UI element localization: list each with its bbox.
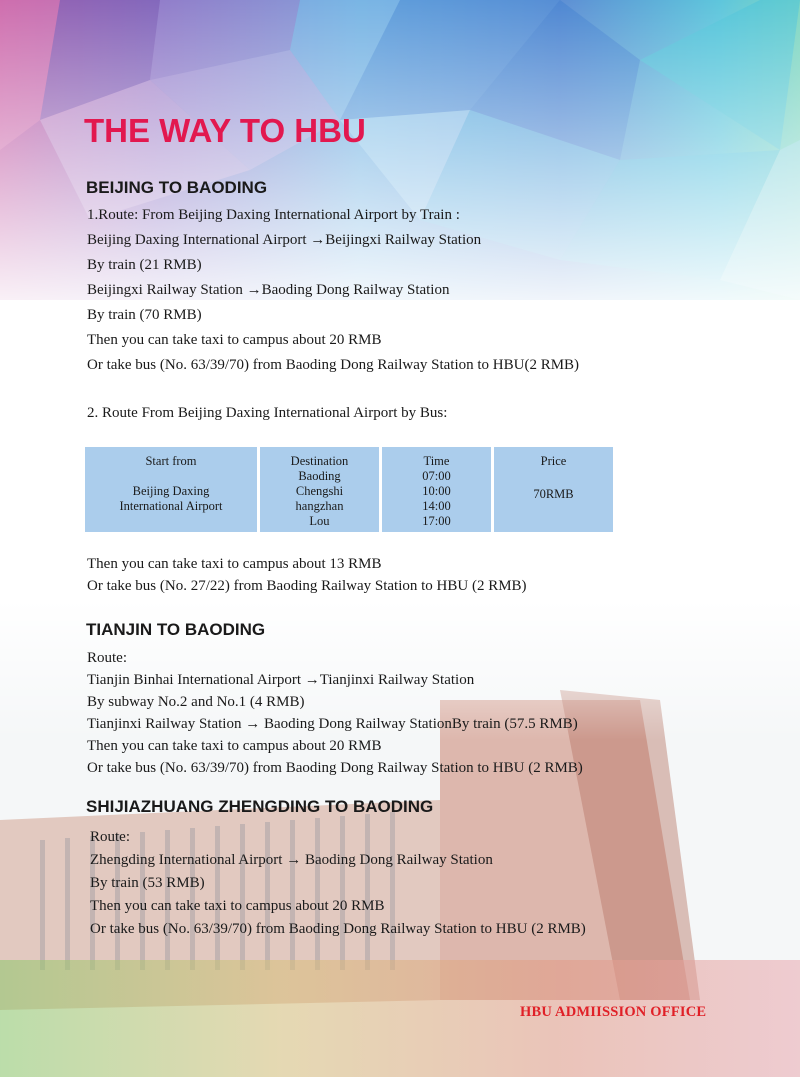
text-line: By train (53 RMB): [90, 875, 205, 891]
table-header-time: Time: [423, 454, 450, 468]
section-heading-shijiazhuang: SHIJIAZHUANG ZHENGDING TO BAODING: [86, 797, 434, 816]
table-cell-price: 70RMB: [533, 487, 574, 501]
text-line: Tianjinxi Railway Station → Baoding Dong Railway StationBy train (57.5 RMB): [87, 716, 578, 732]
text-line: Or take bus (No. 27/22) from Baoding Railway Station to HBU (2 RMB): [87, 578, 527, 594]
text-line: Zhengding International Airport → Baoding Dong Railway Station: [90, 852, 493, 868]
bus-route-label: 2. Route From Beijing Daxing International Airport by Bus:: [87, 405, 448, 421]
table-column-price: [494, 447, 613, 532]
table-cell-time: 10:00: [422, 484, 451, 498]
table-header-price: Price: [540, 454, 567, 468]
table-cell-start-from: Beijing Daxing: [132, 484, 210, 498]
table-cell-destination: Baoding: [298, 469, 341, 483]
table-header-destination: Destination: [290, 454, 349, 468]
text-line: Beijing Daxing International Airport →Beijingxi Railway Station: [87, 232, 482, 248]
text-line: Then you can take taxi to campus about 20 RMB: [87, 738, 382, 754]
text-line: Or take bus (No. 63/39/70) from Baoding Dong Railway Station to HBU (2 RMB): [90, 921, 586, 937]
page-title: THE WAY TO HBU: [84, 112, 366, 149]
section-heading-beijing: BEIJING TO BAODING: [86, 178, 268, 197]
text-line: Then you can take taxi to campus about 13 RMB: [87, 556, 382, 572]
text-line: Or take bus (No. 63/39/70) from Baoding Dong Railway Station to HBU (2 RMB): [87, 760, 583, 776]
text-line: Route:: [90, 829, 130, 845]
table-cell-destination: hangzhan: [295, 499, 344, 513]
text-line: By subway No.2 and No.1 (4 RMB): [87, 694, 305, 710]
text-line: 1.Route: From Beijing Daxing International Airport by Train :: [87, 207, 460, 223]
table-cell-start-from: International Airport: [119, 499, 223, 513]
text-line: Or take bus (No. 63/39/70) from Baoding Dong Railway Station to HBU(2 RMB): [87, 357, 580, 373]
table-column-start-from: [85, 447, 257, 532]
table-column-time: [382, 447, 491, 532]
table-header-start-from: Start from: [145, 454, 197, 468]
text-line: Then you can take taxi to campus about 20 RMB: [90, 898, 385, 914]
table-cell-time: 14:00: [422, 499, 451, 513]
section-heading-tianjin: TIANJIN TO BAODING: [86, 620, 266, 639]
text-line: Route:: [87, 650, 127, 666]
bus-schedule-table: [85, 447, 613, 532]
table-cell-destination: Lou: [309, 514, 330, 528]
text-line: By train (21 RMB): [87, 257, 202, 273]
text-line: Tianjin Binhai International Airport →Tianjinxi Railway Station: [87, 672, 475, 688]
text-line: By train (70 RMB): [87, 307, 202, 323]
text-line: Beijingxi Railway Station →Baoding Dong Railway Station: [87, 282, 450, 298]
table-cell-time: 07:00: [422, 469, 451, 483]
footer-signature: HBU ADMIISSION OFFICE: [520, 1004, 707, 1020]
table-column-destination: [260, 447, 379, 532]
text-line: Then you can take taxi to campus about 20 RMB: [87, 332, 382, 348]
table-cell-destination: Chengshi: [295, 484, 344, 498]
table-cell-time: 17:00: [422, 514, 451, 528]
